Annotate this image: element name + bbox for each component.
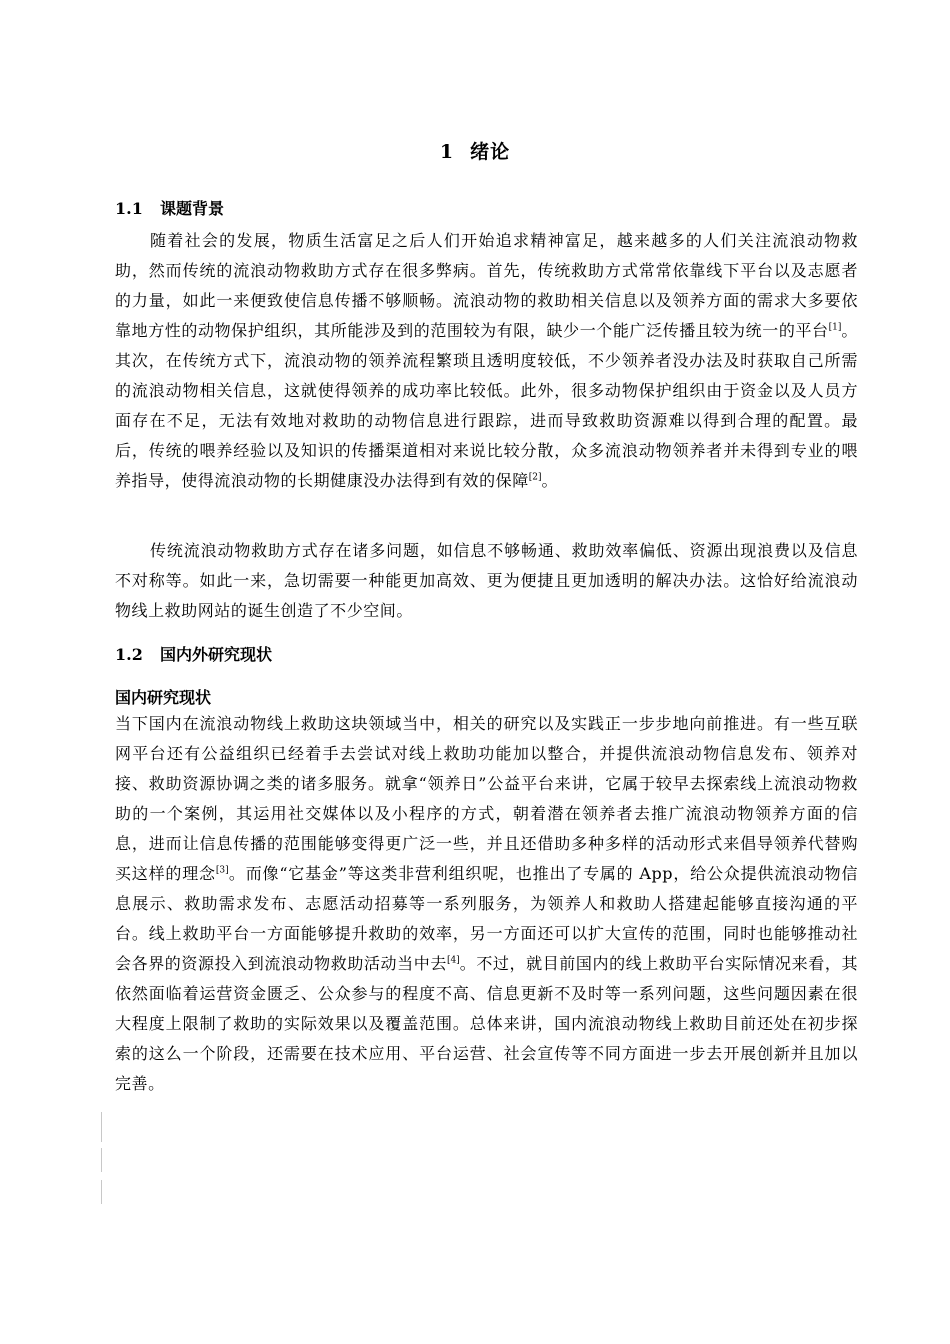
- section-number: 1.2: [115, 645, 143, 664]
- background-paragraph-2: 传统流浪动物救助方式存在诸多问题，如信息不够畅通、救助效率偏低、资源出现浪费以及信息不对称等。如此一来，急切需要一种能更加高效、更为便捷且更加透明的解决办法。这恰好给流浪动物线上救助网站的诞生创造了不少空间。: [115, 541, 858, 620]
- section-number: 1.1: [115, 199, 143, 218]
- chapter-title: [0, 138, 950, 166]
- chapter-number: 1: [439, 141, 455, 163]
- citation-ref-1[interactable]: [1]: [828, 322, 842, 333]
- domestic-research-paragraph: [115, 709, 858, 1099]
- paragraph-text: 随着社会的发展，物质生活富足之后人们开始追求精神富足，越来越多的人们关注流浪动物救助，然而传统的流浪动物救助方式存在很多弊病。首先，传统救助方式常常依靠线下平台以及志愿者的力量，如此一来便致使信息传播不够顺畅。流浪动物的救助相关信息以及领养方面的需求大多要依靠地方性的动物保护组织，其所能涉及到的范围较为有限，缺少一个能广泛传播且较为统一的平台: [115, 231, 858, 340]
- section-title: 课题背景: [160, 199, 225, 218]
- margin-change-bar: [101, 1148, 102, 1172]
- background-paragraph-1: [115, 226, 858, 496]
- paragraph-text: 当下国内在流浪动物线上救助这块领域当中，相关的研究以及实践正一步步地向前推进。有一些互联网平台还有公益组织已经着手去尝试对线上救助功能加以整合，并提供流浪动物信息发布、领养对接、救助资源协调之类的诸多服务。就拿“领养日”公益平台来讲，它属于较早去探索线上流浪动物救助的一个案例，其运用社交媒体以及小程序的方式，朝着潜在领养者去推广流浪动物领养方面的信息，进而让信息传播的范围能够变得更广泛一些，并且还借助多种多样的活动形式来倡导领养代替购买这样的理念: [115, 714, 858, 883]
- citation-ref-2[interactable]: [2]: [528, 472, 542, 483]
- citation-ref-3[interactable]: [3]: [215, 865, 229, 876]
- section-heading-1-1: [115, 197, 224, 221]
- margin-change-bar: [101, 1180, 102, 1204]
- chapter-title-text: 绪论: [470, 141, 511, 163]
- citation-ref-4[interactable]: [4]: [446, 955, 460, 966]
- paragraph-text: 。其次，在传统方式下，流浪动物的领养流程繁琐且透明度较低，不少领养者没办法及时获取自己所需的流浪动物相关信息，这就使得领养的成功率比较低。此外，很多动物保护组织由于资金以及人员方面存在不足，无法有效地对救助的动物信息进行跟踪，进而导致救助资源难以得到合理的配置。最后，传统的喂养经验以及知识的传播渠道相对来说比较分散，众多流浪动物领养者并未得到专业的喂养指导，使得流浪动物的长期健康没办法得到有效的保障: [115, 321, 858, 490]
- paragraph-text: 。: [541, 471, 559, 490]
- paragraph-text: 。而像“它基金”等这类非营利组织呢，也推出了专属的 App，给公众提供流浪动物信息展示、救助需求发布、志愿活动招募等一系列服务，为领养人和救助人搭建起能够直接沟通的平台。线上救助平台一方面能够提升救助的效率，另一方面还可以扩大宣传的范围，同时也能够推动社会各界的资源投入到流浪动物救助活动当中去: [115, 864, 858, 973]
- margin-change-bar: [101, 1112, 102, 1142]
- section-heading-1-2: [115, 643, 272, 667]
- section-title: 国内外研究现状: [160, 645, 273, 664]
- paragraph-text: 。不过，就目前国内的线上救助平台实际情况来看，其依然面临着运营资金匮乏、公众参与的程度不高、信息更新不及时等一系列问题，这些问题因素在很大程度上限制了救助的实际效果以及覆盖范围。总体来讲，国内流浪动物线上救助目前还处在初步探索的这么一个阶段，还需要在技术应用、平台运营、社会宣传等不同方面进一步去开展创新并且加以完善。: [115, 954, 858, 1093]
- subsection-heading-domestic: 国内研究现状: [115, 688, 212, 707]
